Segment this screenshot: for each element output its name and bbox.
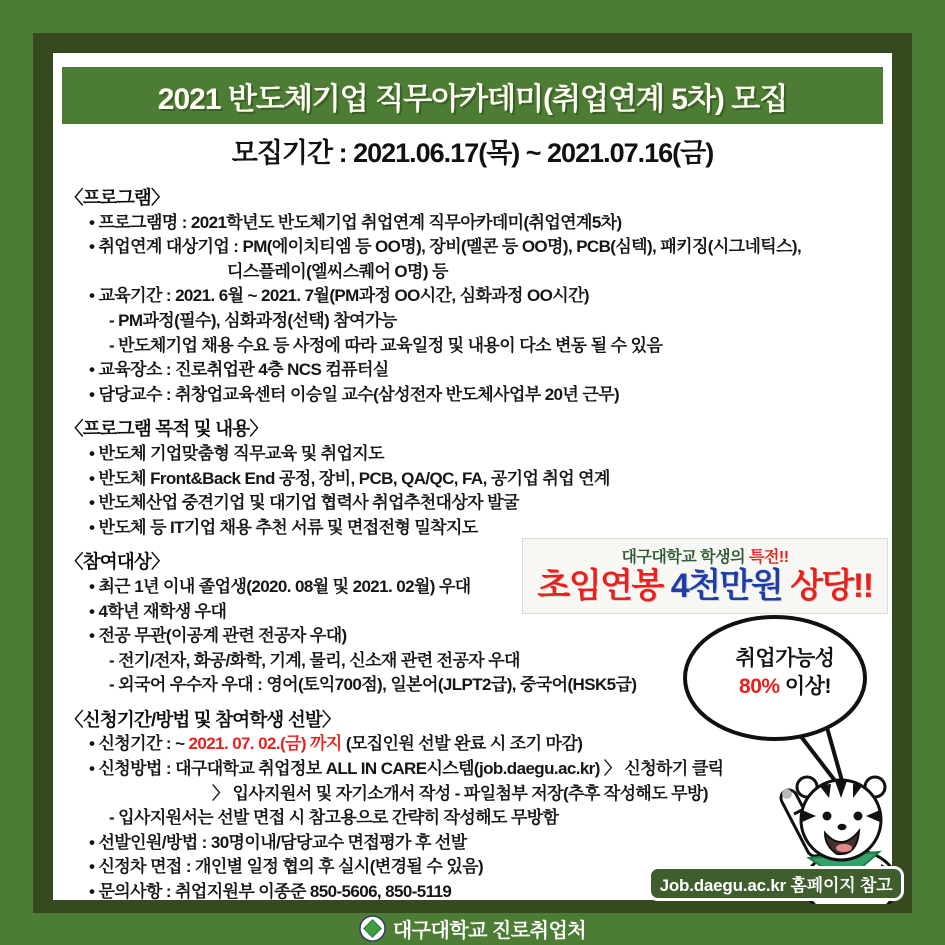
program-line-name: • 프로그램명 : 2021학년도 반도체기업 취업연계 직무아카데미(취업연계5차)	[89, 212, 622, 232]
apply-line-method-note: - 입사지원서는 선발 면접 시 참고용으로 간략히 작성해도 무방함	[109, 808, 559, 828]
apply-line-method-cont: 〉 입사지원서 및 자기소개서 작성 - 파일첨부 저장(추후 작성해도 무방)	[212, 783, 708, 803]
target-line-2: • 4학년 재학생 우대	[89, 601, 227, 621]
target-line-3-sub1: - 전기/전자, 화공/화학, 기계, 물리, 신소재 관련 전공자 우대	[109, 650, 520, 670]
target-line-1: • 최근 1년 이내 졸업생(2020. 08월 및 2021. 02월) 우대	[89, 576, 471, 596]
benefit-banner-top	[621, 548, 788, 567]
section-purpose	[65, 417, 886, 540]
apply-line-method: • 신청방법 : 대구대학교 취업정보 ALL IN CARE시스템(job.daegu.ac.kr) 〉 신청하기 클릭	[89, 759, 724, 779]
footer	[0, 911, 945, 945]
section-heading-apply: 〈신청기간/방법 및 참여학생 선발〉	[65, 708, 340, 730]
program-line-period: • 교육기간 : 2021. 6월 ~ 2021. 7월(PM과정 OO시간, 심화과정 OO시간)	[89, 286, 589, 306]
poster-title: 2021 반도체기업 직무아카데미(취업연계 5차) 모집	[157, 82, 788, 116]
homepage-badge	[648, 866, 904, 901]
program-line-companies-cont: 디스플레이(엘씨스퀘어 O명) 등	[227, 261, 448, 281]
benefit-banner	[522, 538, 888, 614]
benefit-main-red2: 상당!!	[782, 566, 873, 605]
speech-bubble-text	[690, 645, 880, 701]
target-line-3: • 전공 무관(이공계 관련 전공자 우대)	[89, 626, 347, 646]
recruit-period: 모집기간 : 2021.06.17(목) ~ 2021.07.16(금)	[231, 138, 714, 168]
benefit-banner-main	[537, 567, 872, 605]
apply-line-interview: • 신정차 면접 : 개인별 일정 협의 후 실시(변경될 수 있음)	[89, 857, 484, 877]
benefit-main-blue: 4천만원	[670, 566, 783, 605]
benefit-top-text: 대구대학교 학생의	[621, 548, 749, 566]
program-line-period-sub1: - PM과정(필수), 심화과정(선택) 참여가능	[109, 310, 397, 330]
program-line-place: • 교육장소 : 진로취업관 4층 NCS 컴퓨터실	[89, 360, 389, 380]
apply-period-prefix: • 신청기간 : ~	[89, 734, 189, 754]
apply-line-selection: • 선발인원/방법 : 30명이내/담당교수 면접평가 후 선발	[89, 832, 467, 852]
footer-label: 대구대학교 진로취업처	[392, 919, 587, 942]
apply-period-deadline: 2021. 07. 02.(금) 까지	[188, 734, 342, 754]
program-line-companies: • 취업연계 대상기업 : PM(에이치티엠 등 OO명), 장비(멜콘 등 OO명), PCB(심텍), 패키징(시그네틱스),	[89, 237, 802, 257]
benefit-top-highlight: 특전!!	[748, 548, 789, 566]
apply-line-contact: • 문의사항 : 취업지원부 이종준 850-5606, 850-5119	[89, 882, 452, 900]
section-heading-program: 〈프로그램〉	[65, 187, 169, 208]
bubble-percent: 80%	[739, 675, 780, 698]
target-line-3-sub2: - 외국어 우수자 우대 : 영어(토익700점), 일본어(JLPT2급), 중국어(HSK5급)	[109, 675, 637, 695]
bubble-line-1: 취업가능성	[735, 647, 835, 670]
university-seal-icon	[359, 915, 386, 942]
homepage-badge-label: Job.daegu.ac.kr 홈페이지 참고	[659, 876, 893, 895]
apply-period-suffix: (모집인원 선발 완료 시 조기 마감)	[341, 734, 583, 754]
program-line-period-sub2: - 반도체기업 채용 수요 등 사정에 따라 교육일정 및 내용이 다소 변동 될 수 있음	[109, 335, 663, 355]
purpose-line-4: • 반도체 등 IT기업 채용 추천 서류 및 면접전형 밀착지도	[89, 517, 478, 537]
purpose-line-1: • 반도체 기업맞춤형 직무교육 및 취업지도	[89, 443, 384, 463]
bubble-rest: 이상!	[779, 675, 831, 698]
program-line-professor: • 담당교수 : 취창업교육센터 이승일 교수(삼성전자 반도체사업부 20년 근무)	[89, 384, 620, 404]
purpose-line-2: • 반도체 Front&Back End 공정, 장비, PCB, QA/QC, FA, 공기업 취업 연계	[89, 468, 610, 488]
purpose-line-3: • 반도체산업 중견기업 및 대기업 협력사 취업추천대상자 발굴	[89, 493, 519, 513]
benefit-main-red1: 초임연봉	[537, 566, 671, 605]
title-banner	[62, 67, 883, 124]
bubble-line-2	[690, 673, 880, 701]
section-heading-target: 〈참여대상〉	[65, 551, 169, 573]
section-program	[65, 186, 886, 407]
section-heading-purpose: 〈프로그램 목적 및 내용〉	[65, 418, 268, 440]
